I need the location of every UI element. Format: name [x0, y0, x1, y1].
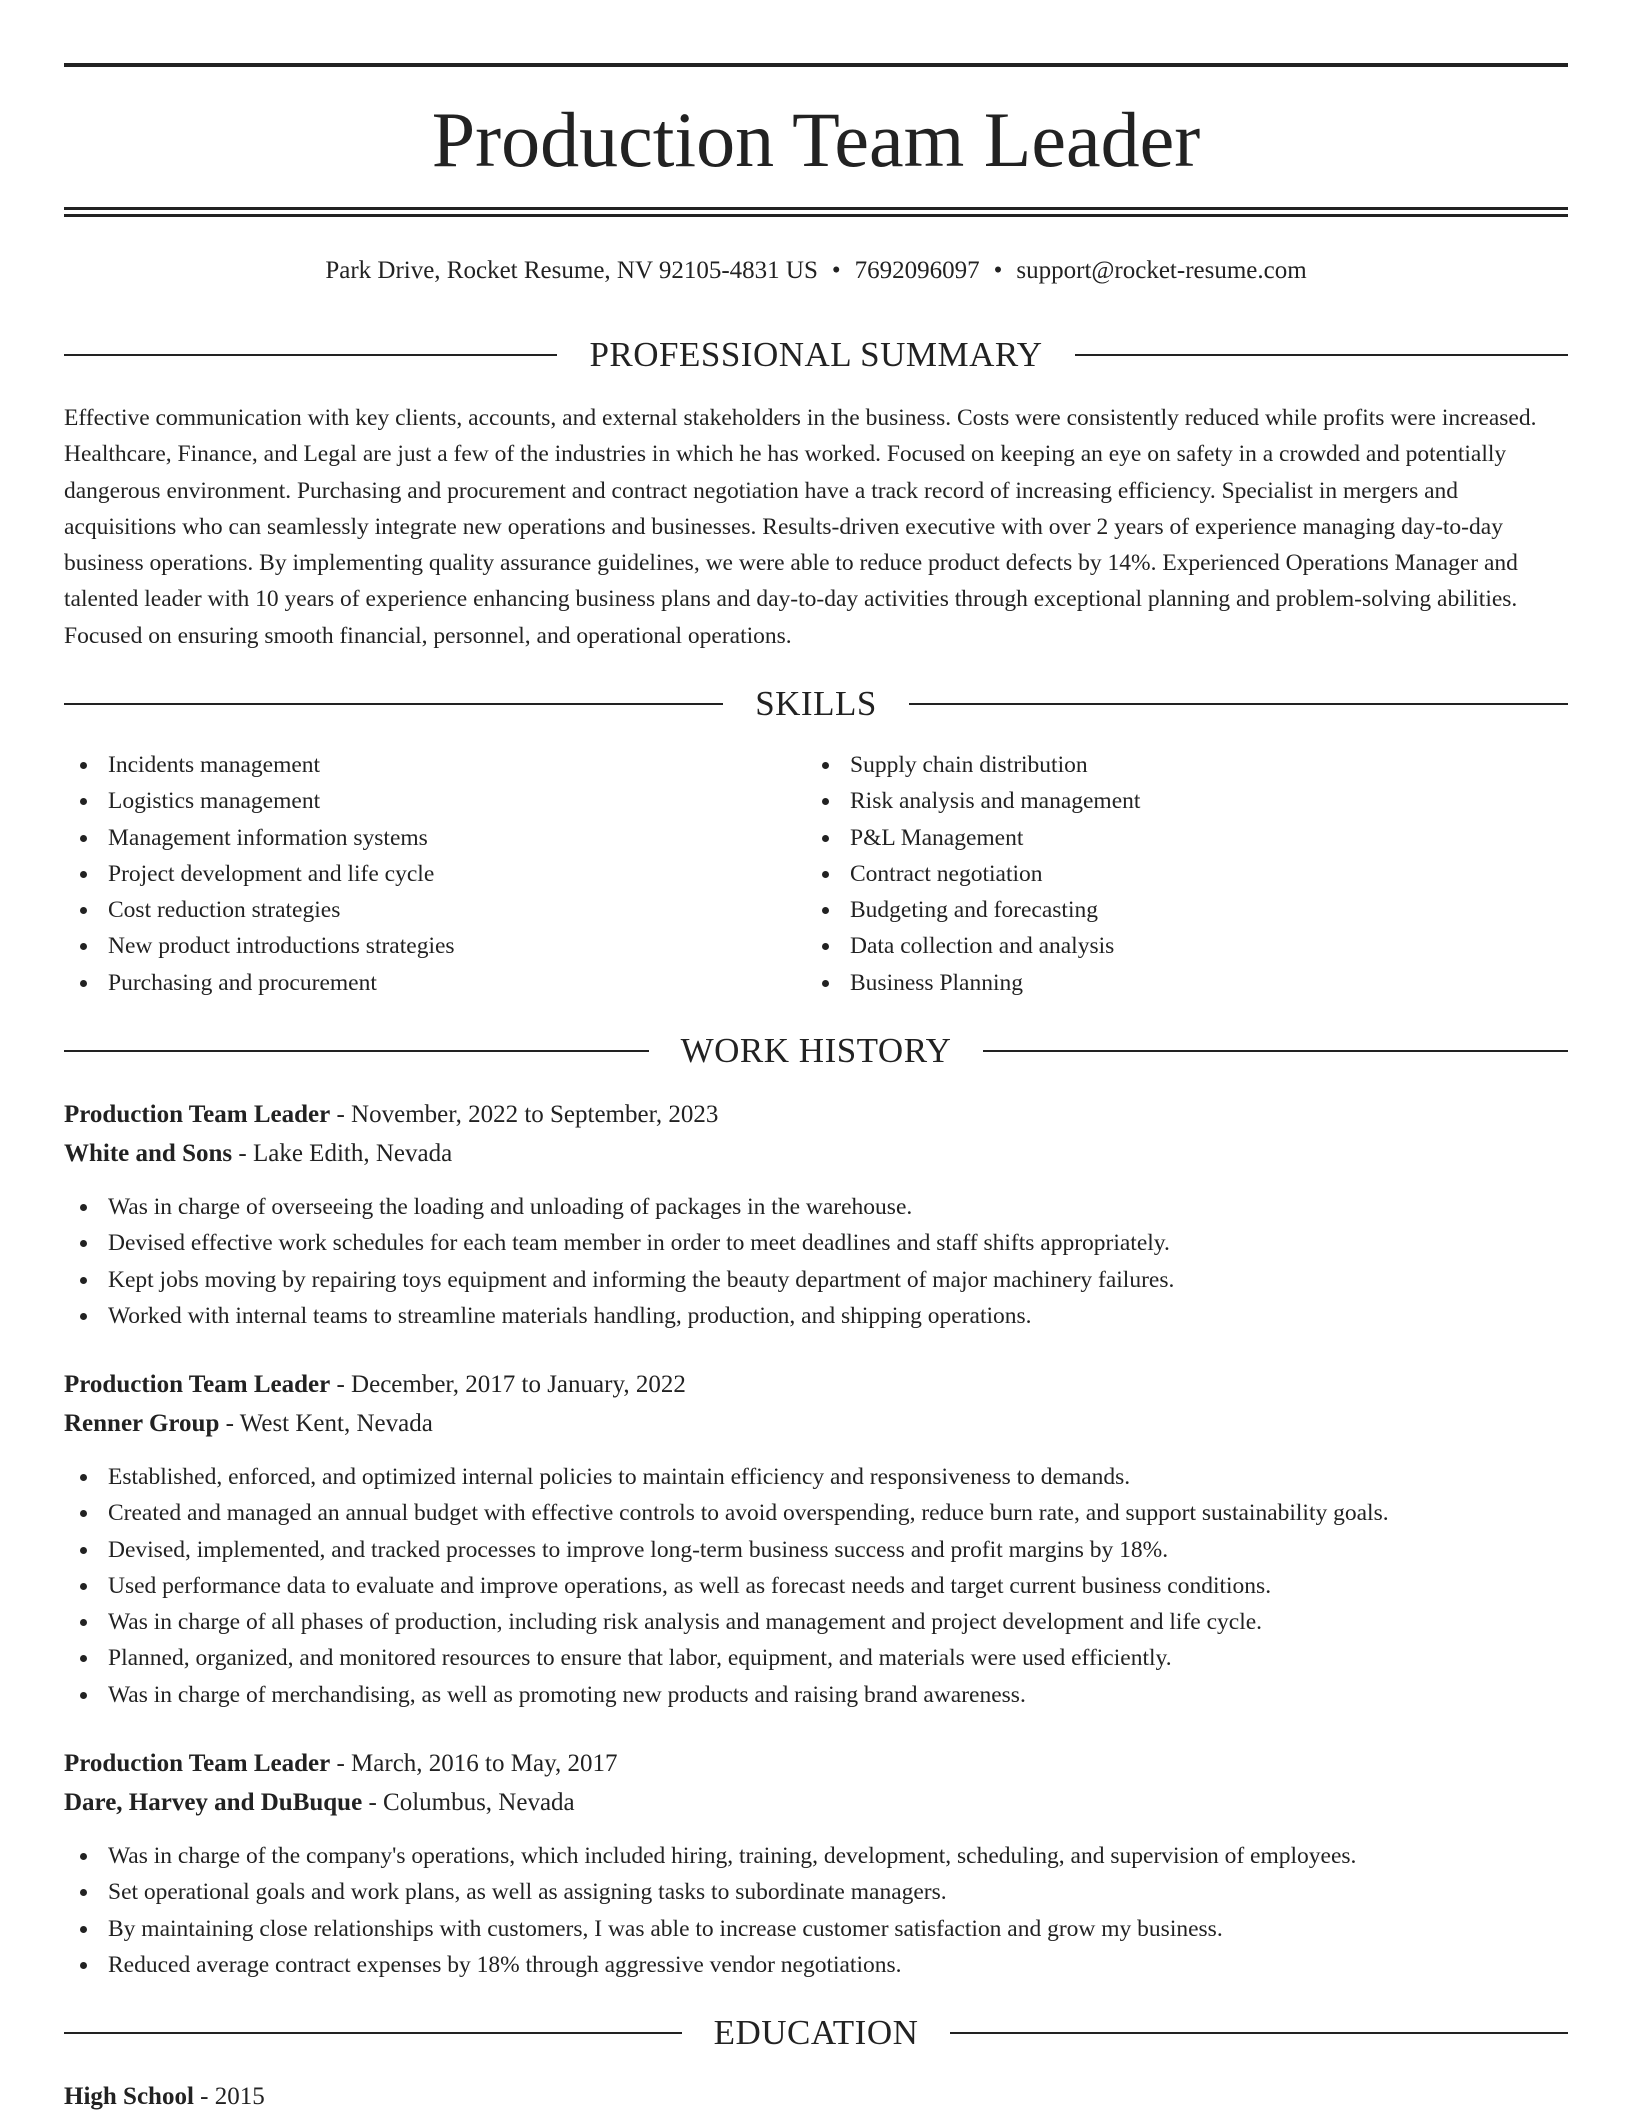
job-company: Renner Group [64, 1410, 220, 1437]
job-title-line [64, 1746, 1568, 1782]
skill-item: Project development and life cycle [64, 856, 804, 892]
duty-item: Planned, organized, and monitored resources to ensure that labor, equipment, and materials were used efficiently. [64, 1640, 1568, 1676]
heading-rule [64, 2032, 682, 2034]
skill-item: Management information systems [64, 820, 804, 856]
skills-list-right [806, 747, 1566, 1001]
heading-rule [909, 703, 1568, 705]
section-heading-skills [64, 684, 1568, 724]
job-duties-list [64, 1459, 1568, 1713]
duty-item: Was in charge of overseeing the loading and unloading of packages in the warehouse. [64, 1189, 1568, 1225]
summary-text: Effective communication with key clients, accounts, and external stakeholders in the business. Costs were consistently reduced while profits were increased. Healthcare, Finance, and Legal are just a few of the industries in which he has worked. Focused on keeping an eye on safety in a crowded and potentially dangerous environment. Purchasing and procurement and contract negotiation have a track record of increasing efficiency. Specialist in mergers and acquisitions who can seamlessly integrate new operations and businesses. Results-driven executive with over 2 years of experience managing day-to-day business operations. By implementing quality assurance guidelines, we were able to reduce product defects by 14%. Experienced Operations Manager and talented leader with 10 years of experience enhancing business plans and day-to-day activities through exceptional planning and problem-solving abilities. Focused on ensuring smooth financial, personnel, and operational operations. [64, 405, 1537, 649]
job-title: Production Team Leader [64, 1750, 331, 1777]
job-title: Production Team Leader [64, 1371, 331, 1398]
contact-email: support@rocket-resume.com [1016, 257, 1307, 284]
duty-item: Used performance data to evaluate and improve operations, as well as forecast needs and target current business conditions. [64, 1568, 1568, 1604]
duty-item: Was in charge of merchandising, as well as promoting new products and raising brand awareness. [64, 1677, 1568, 1713]
heading-rule [64, 1050, 649, 1052]
section-title: WORK HISTORY [680, 1031, 952, 1070]
skill-item: Supply chain distribution [806, 747, 1566, 783]
dash: - [336, 1750, 345, 1777]
job-duties-list [64, 1838, 1568, 1983]
skill-item: Risk analysis and management [806, 783, 1566, 819]
duty-item: Kept jobs moving by repairing toys equipment and informing the beauty department of major machinery failures. [64, 1262, 1568, 1298]
dash: - [238, 1140, 247, 1167]
section-heading-education [64, 2013, 1568, 2053]
contact-separator: • [831, 257, 841, 284]
section-title: PROFESSIONAL SUMMARY [589, 335, 1043, 374]
duty-item: Established, enforced, and optimized internal policies to maintain efficiency and responsiveness to demands. [64, 1459, 1568, 1495]
dash: - [225, 1410, 234, 1437]
duty-item: Was in charge of all phases of production, including risk analysis and management and project development and life cycle. [64, 1604, 1568, 1640]
job-title-line [64, 1367, 1568, 1403]
skill-item: Cost reduction strategies [64, 892, 804, 928]
dash: - [200, 2083, 209, 2110]
education-line [64, 2079, 1568, 2115]
contact-line [64, 255, 1568, 287]
skill-item: Contract negotiation [806, 856, 1566, 892]
job-company-line [64, 1136, 1568, 1172]
dash: - [336, 1371, 345, 1398]
duty-item: Created and managed an annual budget with effective controls to avoid overspending, reduce burn rate, and support sustainability goals. [64, 1495, 1568, 1531]
dash: - [336, 1101, 345, 1128]
education-year: 2015 [214, 2083, 265, 2110]
job-duties-list [64, 1189, 1568, 1334]
skill-item: Business Planning [806, 965, 1566, 1001]
job-dates: March, 2016 to May, 2017 [351, 1750, 618, 1777]
contact-address: Park Drive, Rocket Resume, NV 92105-4831 US [325, 257, 818, 284]
skill-item: Logistics management [64, 783, 804, 819]
skill-item: Budgeting and forecasting [806, 892, 1566, 928]
section-title: EDUCATION [713, 2013, 919, 2052]
dash: - [368, 1789, 377, 1816]
job-location: West Kent, Nevada [239, 1410, 433, 1437]
resume-name: Production Team Leader [431, 96, 1201, 183]
job-location: Columbus, Nevada [383, 1789, 575, 1816]
job-company: Dare, Harvey and DuBuque [64, 1789, 363, 1816]
job-company: White and Sons [64, 1140, 233, 1167]
skill-item: Incidents management [64, 747, 804, 783]
skill-item: Purchasing and procurement [64, 965, 804, 1001]
job-location: Lake Edith, Nevada [252, 1140, 453, 1167]
header-double-rule [64, 207, 1568, 217]
job-dates: November, 2022 to September, 2023 [351, 1101, 719, 1128]
heading-rule [64, 703, 723, 705]
job-company-line [64, 1406, 1568, 1442]
heading-rule [1075, 354, 1568, 356]
contact-phone: 7692096097 [854, 257, 980, 284]
skill-item: New product introductions strategies [64, 928, 804, 964]
heading-rule [950, 2032, 1568, 2034]
job-title: Production Team Leader [64, 1101, 331, 1128]
skill-item: Data collection and analysis [806, 928, 1566, 964]
duty-item: Worked with internal teams to streamline materials handling, production, and shipping operations. [64, 1298, 1568, 1334]
heading-rule [983, 1050, 1568, 1052]
education-degree: High School [64, 2083, 194, 2110]
duty-item: Set operational goals and work plans, as well as assigning tasks to subordinate managers. [64, 1874, 1568, 1910]
section-title: SKILLS [755, 684, 877, 723]
contact-separator: • [993, 257, 1003, 284]
duty-item: Reduced average contract expenses by 18% through aggressive vendor negotiations. [64, 1947, 1568, 1983]
skill-item: P&L Management [806, 820, 1566, 856]
skills-list-left [64, 747, 804, 1001]
duty-item: Was in charge of the company's operations, which included hiring, training, development, scheduling, and supervision of employees. [64, 1838, 1568, 1874]
section-heading-summary [64, 335, 1568, 375]
duty-item: Devised effective work schedules for each team member in order to meet deadlines and staff shifts appropriately. [64, 1225, 1568, 1261]
section-heading-work [64, 1031, 1568, 1071]
job-title-line [64, 1097, 1568, 1133]
duty-item: By maintaining close relationships with customers, I was able to increase customer satisfaction and grow my business. [64, 1911, 1568, 1947]
duty-item: Devised, implemented, and tracked processes to improve long-term business success and profit margins by 18%. [64, 1532, 1568, 1568]
job-company-line [64, 1785, 1568, 1821]
top-rule [64, 63, 1568, 67]
job-dates: December, 2017 to January, 2022 [351, 1371, 686, 1398]
heading-rule [64, 354, 557, 356]
